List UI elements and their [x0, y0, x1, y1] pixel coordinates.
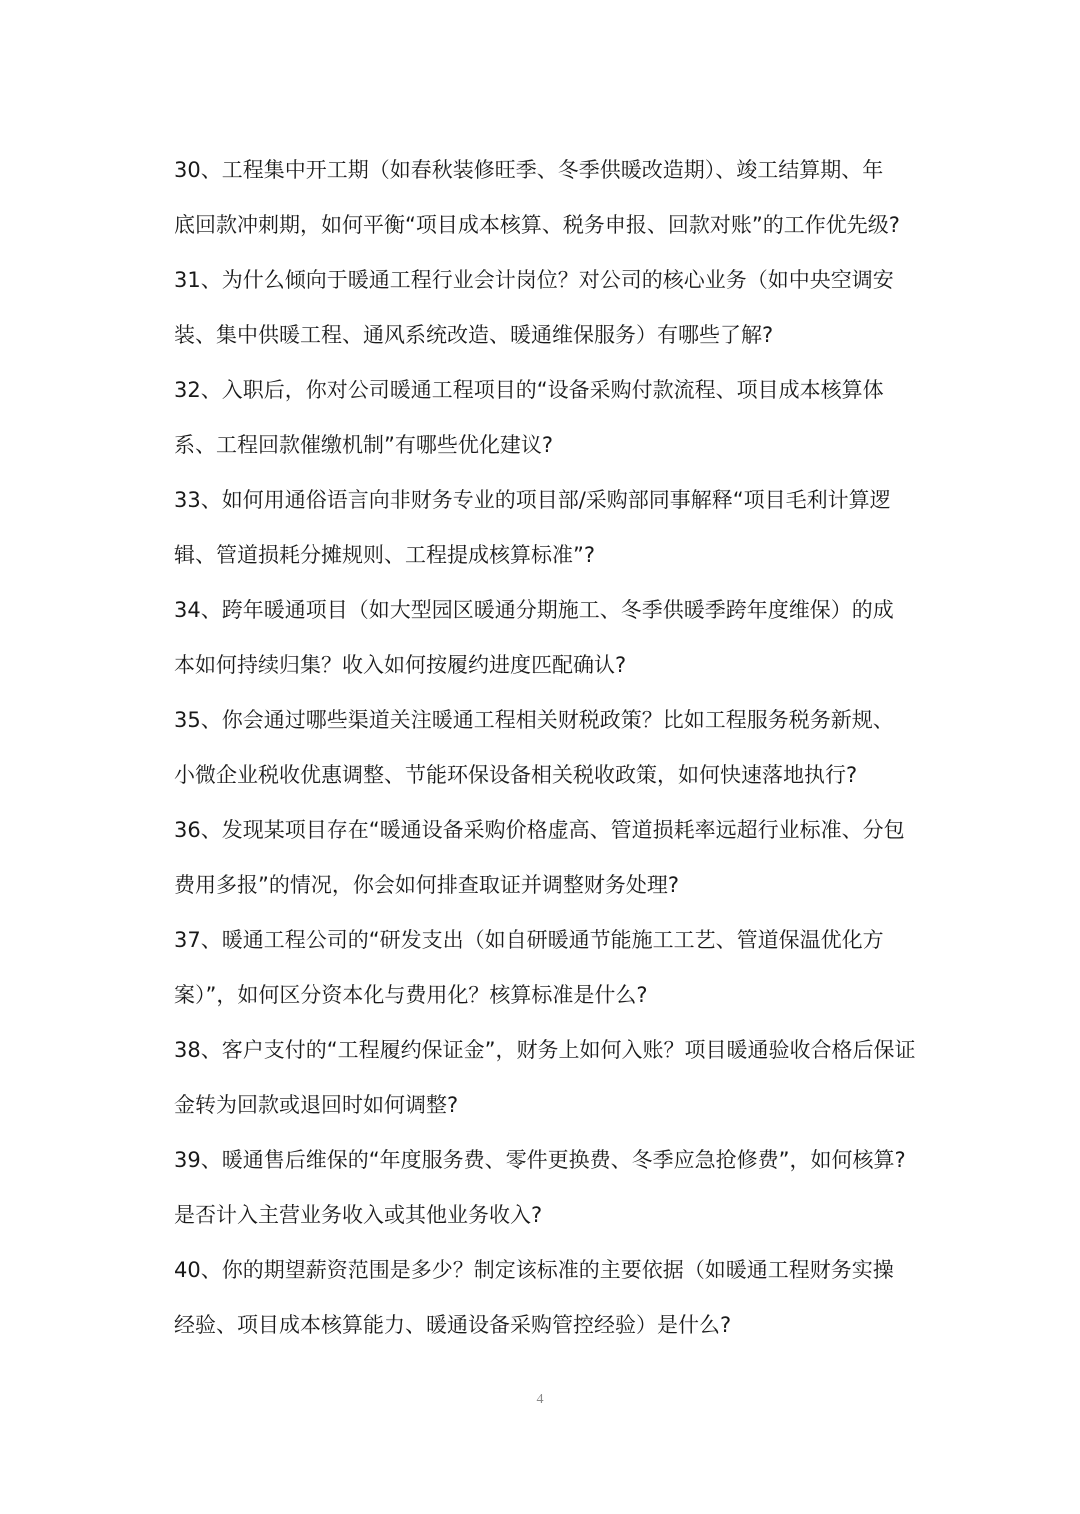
- question-40-line-2: 经验、项目成本核算能力、暖通设备采购管控经验）是什么?: [174, 1313, 732, 1337]
- question-31-line-1: 31、为什么倾向于暖通工程行业会计岗位？对公司的核心业务（如中央空调安: [174, 268, 894, 292]
- question-34-line-2: 本如何持续归集？收入如何按履约进度匹配确认?: [174, 653, 627, 677]
- question-31-line-2: 装、集中供暖工程、通风系统改造、暖通维保服务）有哪些了解?: [174, 323, 774, 347]
- question-40-line-1: 40、你的期望薪资范围是多少？制定该标准的主要依据（如暖通工程财务实操: [174, 1258, 894, 1282]
- question-39-line-1: 39、暖通售后维保的“年度服务费、零件更换费、冬季应急抢修费”，如何核算?: [174, 1148, 906, 1172]
- question-32-line-1: 32、入职后，你对公司暖通工程项目的“设备采购付款流程、项目成本核算体: [174, 378, 884, 402]
- question-30-line-2: 底回款冲刺期，如何平衡“项目成本核算、税务申报、回款对账”的工作优先级?: [174, 213, 900, 237]
- question-32-line-2: 系、工程回款催缴机制”有哪些优化建议?: [174, 433, 554, 457]
- question-36-line-2: 费用多报”的情况，你会如何排查取证并调整财务处理?: [174, 873, 680, 897]
- question-38-line-2: 金转为回款或退回时如何调整?: [174, 1093, 459, 1117]
- question-35-line-1: 35、你会通过哪些渠道关注暖通工程相关财税政策？比如工程服务税务新规、: [174, 708, 894, 732]
- question-39-line-2: 是否计入主营业务收入或其他业务收入?: [174, 1203, 543, 1227]
- page-number: 4: [536, 1392, 544, 1407]
- question-37-line-2: 案）”，如何区分资本化与费用化？核算标准是什么?: [174, 983, 648, 1007]
- question-33-line-2: 辑、管道损耗分摊规则、工程提成核算标准”?: [174, 543, 596, 567]
- question-36-line-1: 36、发现某项目存在“暖通设备采购价格虚高、管道损耗率远超行业标准、分包: [174, 818, 905, 842]
- question-37-line-1: 37、暖通工程公司的“研发支出（如自研暖通节能施工工艺、管道保温优化方: [174, 928, 884, 952]
- question-30-line-1: 30、工程集中开工期（如春秋装修旺季、冬季供暖改造期）、竣工结算期、年: [174, 158, 884, 182]
- question-list: [174, 143, 914, 1353]
- question-35-line-2: 小微企业税收优惠调整、节能环保设备相关税收政策，如何快速落地执行?: [174, 763, 858, 787]
- question-34-line-1: 34、跨年暖通项目（如大型园区暖通分期施工、冬季供暖季跨年度维保）的成: [174, 598, 894, 622]
- question-33-line-1: 33、如何用通俗语言向非财务专业的项目部/采购部同事解释“项目毛利计算逻: [174, 488, 891, 512]
- question-38-line-1: 38、客户支付的“工程履约保证金”，财务上如何入账？项目暖通验收合格后保证: [174, 1038, 916, 1062]
